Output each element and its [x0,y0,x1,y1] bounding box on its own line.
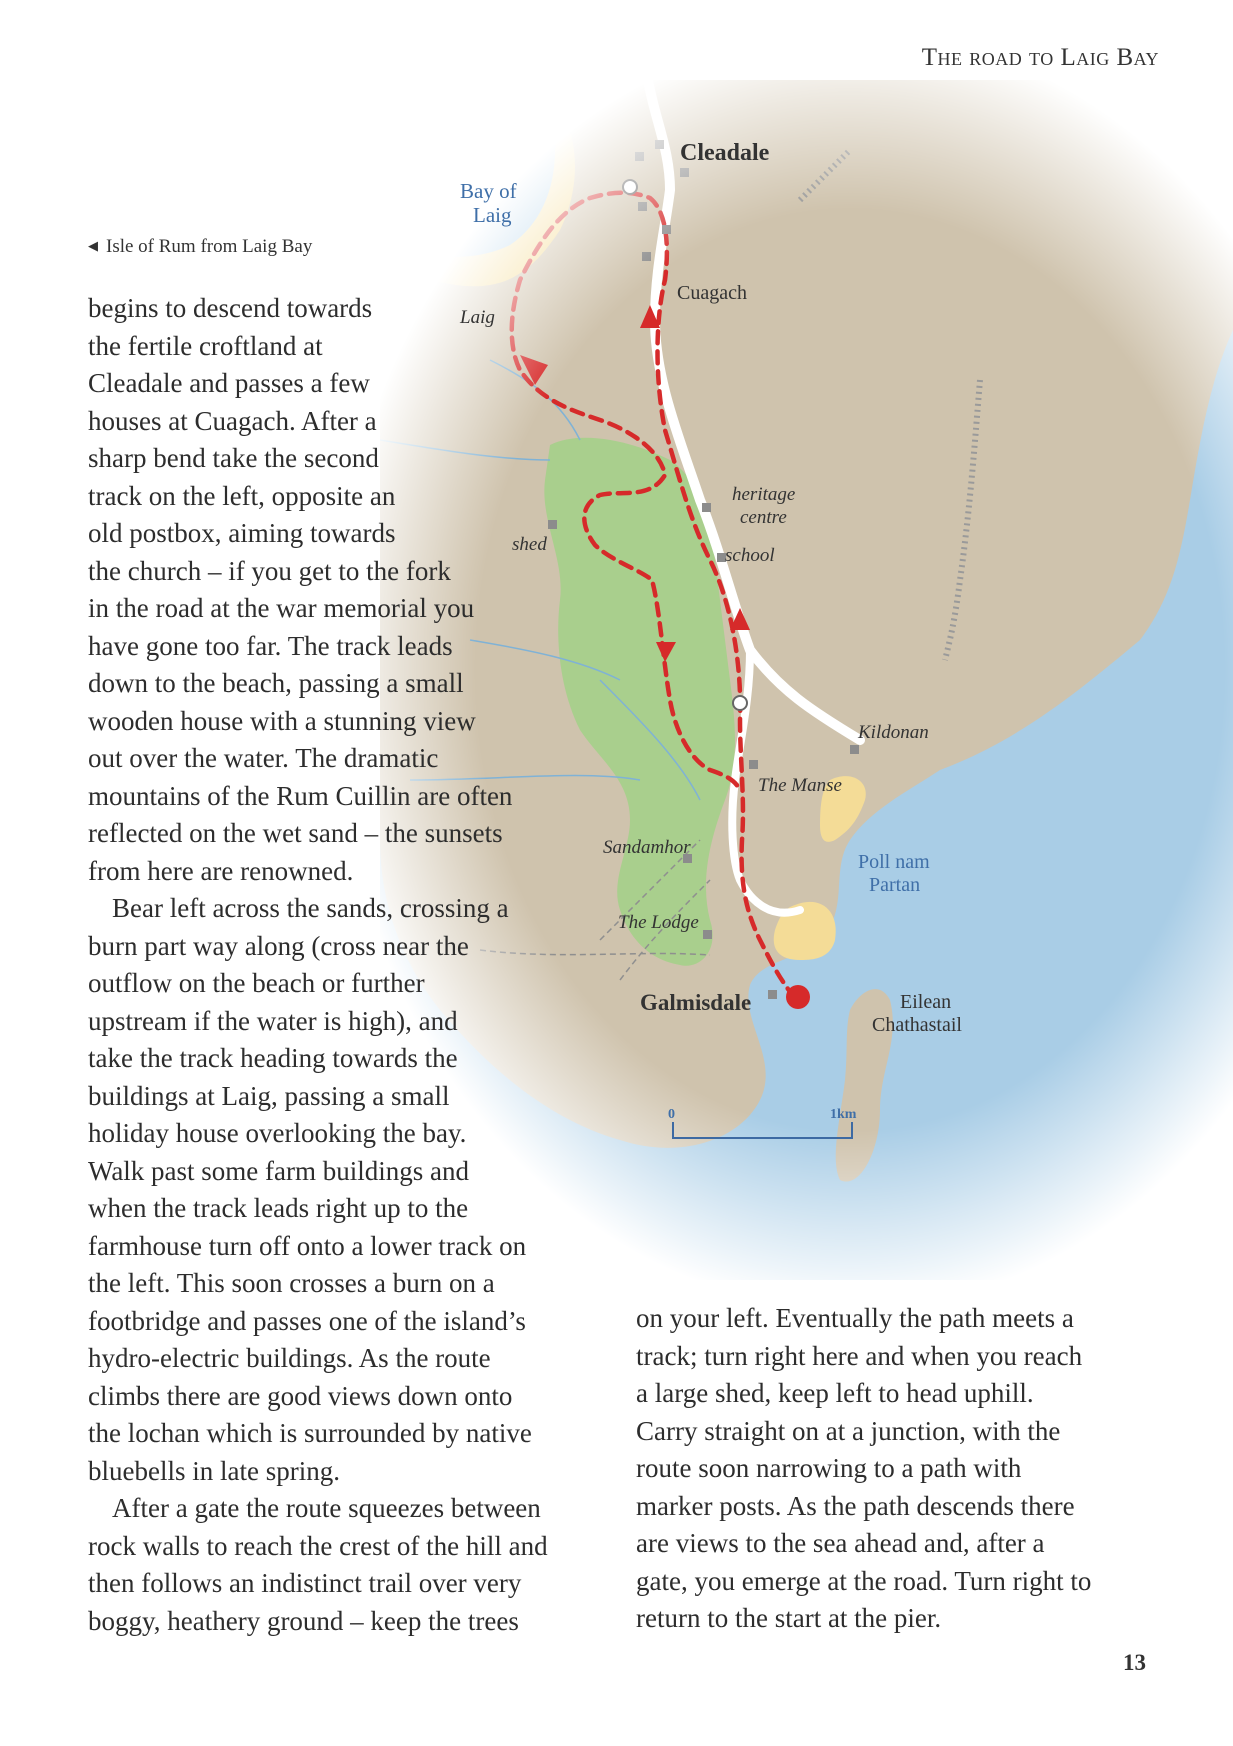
text-line: houses at Cuagach. After a [88,405,377,436]
text-line: Walk past some farm buildings and [88,1155,470,1186]
label-galmisdale: Galmisdale [640,990,752,1015]
page-number: 13 [1123,1650,1146,1675]
text-line: take the track heading towards the [88,1043,458,1073]
text-line: track; turn right here and when you reach [636,1340,1083,1371]
text-line: farmhouse turn off onto a lower track on [88,1230,527,1261]
text-line: down to the beach, passing a small [88,668,464,698]
label-bay-of-laig-2: Laig [473,203,512,227]
text-line: outflow on the beach or further [88,968,425,998]
label-eilean-2: Chathastail [872,1014,962,1036]
text-line: old postbox, aiming towards [88,518,396,548]
text-line: burn part way along (cross near the [88,930,469,961]
text-line: track on the left, opposite an [88,480,396,511]
text-line: boggy, heathery ground – keep the trees [88,1605,519,1636]
text-line: from here are renowned. [88,855,354,886]
text-line: reflected on the wet sand – the sunsets [88,818,503,848]
label-the-lodge: The Lodge [618,912,699,933]
paragraph [636,1300,1091,1638]
photo-caption [88,236,312,258]
start-marker [786,985,810,1009]
text-line: begins to descend towards [88,293,373,323]
scale-start: 0 [668,1107,675,1122]
text-line: gate, you emerge at the road. Turn right to [636,1565,1092,1596]
label-poll-nam-partan-2: Partan [869,874,921,896]
text-line: when the track leads right up to the [88,1193,469,1223]
text-line: marker posts. As the path descends there [636,1490,1075,1521]
label-the-manse: The Manse [758,775,842,796]
triangle-left-icon: ◀ [88,238,98,253]
paragraph [88,1490,548,1640]
label-kildonan: Kildonan [858,722,929,743]
text-line: a large shed, keep left to head uphill. [636,1378,1034,1408]
text-line: in the road at the war memorial you [88,593,475,623]
text-line: Bear left across the sands, crossing a [112,893,509,923]
text-line: have gone too far. The track leads [88,630,453,661]
text-line: out over the water. The dramatic [88,743,439,773]
running-title: The road to Laig Bay [921,44,1159,71]
text-line: Cleadale and passes a few [88,368,370,398]
text-line: the fertile croftland at [88,330,323,361]
paragraph [88,290,548,890]
text-line: buildings at Laig, passing a small [88,1080,450,1111]
label-heritage-2: centre [740,507,787,528]
text-line: After a gate the route squeezes between [112,1493,541,1523]
text-line: rock walls to reach the crest of the hill and [88,1530,548,1561]
label-school: school [725,545,775,566]
text-line: hydro-electric buildings. As the route [88,1343,491,1373]
label-poll-nam-partan: Poll nam [858,851,930,873]
text-line: return to the start at the pier. [636,1603,942,1633]
text-line: on your left. Eventually the path meets a [636,1303,1074,1333]
paragraph [88,890,548,1490]
text-line: footbridge and passes one of the island’s [88,1305,526,1336]
text-line: upstream if the water is high), and [88,1005,458,1036]
text-line: then follows an indistinct trail over very [88,1568,522,1598]
text-line: climbs there are good views down onto [88,1380,513,1411]
label-cuagach: Cuagach [677,282,747,304]
text-line: route soon narrowing to a path with [636,1453,1022,1483]
label-laig: Laig [460,307,495,328]
label-bay-of-laig: Bay of [460,179,517,203]
text-line: bluebells in late spring. [88,1455,340,1486]
text-line: the lochan which is surrounded by native [88,1418,532,1448]
text-line: holiday house overlooking the bay. [88,1118,467,1148]
label-sandamhor: Sandamhor [603,837,691,858]
caption-text: Isle of Rum from Laig Bay [106,236,313,257]
text-line: mountains of the Rum Cuillin are often [88,780,513,811]
label-heritage: heritage [732,484,796,505]
label-shed: shed [512,534,547,555]
text-line: Carry straight on at a junction, with the [636,1415,1061,1446]
text-line: the left. This soon crosses a burn on a [88,1268,495,1298]
text-line: wooden house with a stunning view [88,705,476,736]
label-eilean: Eilean [900,991,952,1013]
text-line: sharp bend take the second [88,443,379,473]
body-column-left [88,290,548,1640]
text-line: the church – if you get to the fork [88,555,451,586]
text-line: are views to the sea ahead and, after a [636,1528,1045,1558]
scale-end: 1km [830,1107,857,1122]
body-column-right [636,1300,1091,1638]
label-cleadale: Cleadale [680,140,770,166]
